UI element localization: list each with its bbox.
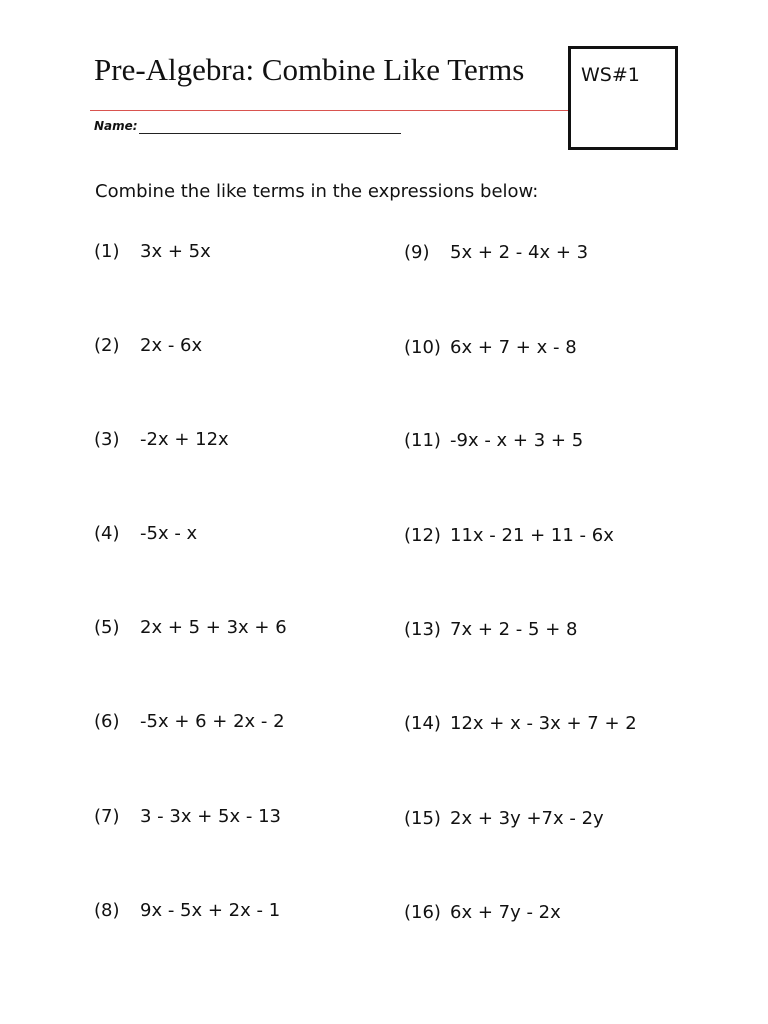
worksheet-number-label: WS#1: [581, 64, 640, 86]
problem-number: (2): [94, 335, 120, 356]
problem-item: [404, 807, 604, 831]
problem-number: (15): [404, 808, 441, 829]
problem-number: (5): [94, 617, 120, 638]
problem-item: [404, 901, 561, 925]
problem-item: [94, 710, 285, 734]
worksheet-number-box: [568, 46, 678, 150]
problem-item: [94, 899, 280, 923]
problem-item: [404, 429, 583, 453]
problem-number: (11): [404, 430, 441, 451]
problem-number: (14): [404, 713, 441, 734]
name-label: Name:: [94, 119, 138, 133]
problem-number: (4): [94, 523, 120, 544]
problem-item: [94, 805, 281, 829]
problem-item: [94, 240, 211, 264]
problem-expression: 2x + 5 + 3x + 6: [140, 617, 287, 638]
problem-expression: -2x + 12x: [140, 429, 229, 450]
problem-expression: 3 - 3x + 5x - 13: [140, 806, 281, 827]
problem-item: [94, 616, 287, 640]
problem-expression: 3x + 5x: [140, 241, 211, 262]
problem-item: [404, 712, 637, 736]
problem-number: (10): [404, 337, 441, 358]
problem-item: [94, 334, 202, 358]
problem-expression: 7x + 2 - 5 + 8: [450, 619, 578, 640]
problem-number: (6): [94, 711, 120, 732]
problem-item: [404, 336, 577, 360]
problem-expression: -9x - x + 3 + 5: [450, 430, 584, 451]
name-field[interactable]: [94, 118, 401, 134]
problem-number: (13): [404, 619, 441, 640]
problem-number: (16): [404, 902, 441, 923]
problem-expression: 5x + 2 - 4x + 3: [450, 242, 589, 263]
problem-number: (8): [94, 900, 120, 921]
name-blank-line[interactable]: [139, 121, 401, 134]
problem-number: (1): [94, 241, 120, 262]
problem-expression: 6x + 7y - 2x: [450, 902, 561, 923]
problem-number: (9): [404, 242, 430, 263]
problem-item: [94, 428, 229, 452]
problem-item: [404, 524, 614, 548]
problem-item: [404, 241, 588, 265]
problem-expression: 2x + 3y +7x - 2y: [450, 808, 604, 829]
problem-expression: -5x + 6 + 2x - 2: [140, 711, 285, 732]
problem-expression: -5x - x: [140, 523, 198, 544]
problem-expression: 2x - 6x: [140, 335, 203, 356]
problem-expression: 6x + 7 + x - 8: [450, 337, 577, 358]
page-title: Pre-Algebra: Combine Like Terms: [94, 52, 525, 87]
problem-expression: 11x - 21 + 11 - 6x: [450, 525, 614, 546]
instructions-text: Combine the like terms in the expressions below:: [95, 181, 539, 202]
problem-number: (3): [94, 429, 120, 450]
problem-number: (12): [404, 525, 441, 546]
problem-expression: 9x - 5x + 2x - 1: [140, 900, 281, 921]
problem-number: (7): [94, 806, 120, 827]
problem-item: [404, 618, 577, 642]
title-divider: [90, 110, 568, 111]
problem-item: [94, 522, 197, 546]
problem-expression: 12x + x - 3x + 7 + 2: [450, 713, 637, 734]
